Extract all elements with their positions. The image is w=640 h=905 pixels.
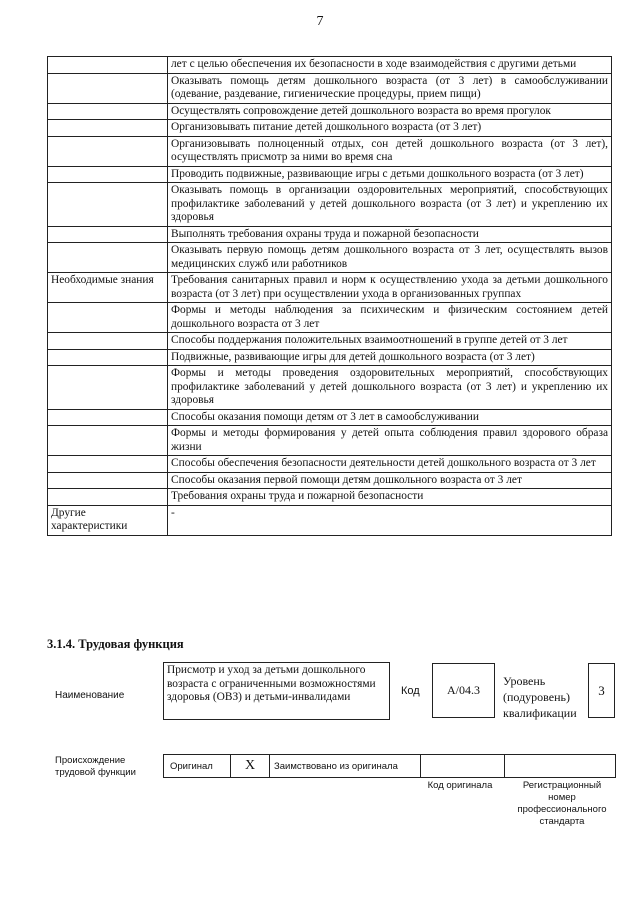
knowledge-row: Формы и методы наблюдения за психическим и физическим состоянием детей дошкольного возраста от 3 лет: [168, 303, 612, 333]
action-row: Оказывать помощь в организации оздоровительных мероприятий, способствующих профилактике заболеваний у детей дошкольного возраста (от 3 лет) и укреплению их здоровья: [168, 183, 612, 227]
code-label: Код: [401, 685, 420, 697]
code-box: [432, 663, 495, 718]
action-row: Осуществлять сопровождение детей дошкольного возраста во время прогулок: [168, 103, 612, 120]
knowledge-row: Требования санитарных правил и норм к осуществлению ухода за детьми дошкольного возраста (от 3 лет) при осуществлении ухода в организованных группах: [168, 273, 612, 303]
code-original-caption: Код оригинала: [427, 780, 493, 791]
knowledge-row: Способы оказания помощи детям от 3 лет в самообслуживании: [168, 409, 612, 426]
level-value: 3: [598, 682, 605, 698]
action-row: Проводить подвижные, развивающие игры с детьми дошкольного возраста (от 3 лет): [168, 166, 612, 183]
function-name: Присмотр и уход за детьми дошкольного возраста с ограниченными возможностями здоровья (ОВЗ) и детьми-инвалидами: [167, 664, 376, 703]
knowledge-row: Формы и методы проведения оздоровительных мероприятий, способствующих профилактике заболеваний у детей дошкольного возраста (от 3 лет) и укреплению их здоровья: [168, 366, 612, 410]
original-label: Оригинал: [170, 760, 213, 772]
original-mark-cell: [230, 754, 270, 778]
action-row: Выполнять требования охраны труда и пожарной безопасности: [168, 226, 612, 243]
level-label: Уровень (подуровень) квалификации: [503, 674, 577, 720]
action-row: Оказывать помощь детям дошкольного возраста (от 3 лет) в самообслуживании (одевание, раздевание, гигиенические процедуры, прием пищи): [168, 73, 612, 103]
registration-caption: Регистрационный номер профессионального стандарта: [517, 780, 607, 827]
function-name-box: [163, 662, 390, 720]
action-row: Оказывать первую помощь детям дошкольного возраста от 3 лет, осуществлять вызов медицинских служб или работников: [168, 243, 612, 273]
action-row: лет с целью обеспечения их безопасности в ходе взаимодействия с другими детьми: [168, 57, 612, 74]
knowledge-row: Требования охраны труда и пожарной безопасности: [168, 489, 612, 506]
original-mark: X: [244, 758, 256, 773]
other-characteristics-value: -: [168, 505, 612, 535]
knowledge-row: Способы оказания первой помощи детям дошкольного возраста от 3 лет: [168, 472, 612, 489]
action-row: Организовывать полноценный отдых, сон детей дошкольного возраста (от 3 лет), осуществлять присмотр за ними во время сна: [168, 136, 612, 166]
code-original-cell: [420, 754, 505, 778]
code-value: А/04.3: [447, 683, 480, 697]
origin-label: Происхождение трудовой функции: [55, 755, 136, 778]
knowledge-row: Подвижные, развивающие игры для детей дошкольного возраста (от 3 лет): [168, 349, 612, 366]
action-row: Организовывать питание детей дошкольного возраста (от 3 лет): [168, 120, 612, 137]
other-characteristics-label: Другие характеристики: [48, 505, 168, 535]
knowledge-row: Формы и методы формирования у детей опыта соблюдения правил здорового образа жизни: [168, 426, 612, 456]
borrowed-label: Заимствовано из оригинала: [274, 760, 398, 772]
actions-label-cell: [48, 57, 168, 74]
knowledge-row: Способы поддержания положительных взаимоотношений в группе детей от 3 лет: [168, 333, 612, 350]
requirements-table: [47, 56, 612, 536]
knowledge-row: Способы обеспечения безопасности деятельности детей дошкольного возраста от 3 лет: [168, 456, 612, 473]
name-label: Наименование: [55, 690, 125, 701]
borrowed-cell: [269, 754, 421, 778]
registration-number-cell: [504, 754, 616, 778]
page-number: 7: [316, 14, 324, 29]
level-box: [588, 663, 615, 718]
original-cell: [163, 754, 231, 778]
section-title: 3.1.4. Трудовая функция: [47, 637, 184, 651]
knowledge-label: Необходимые знания: [48, 273, 168, 303]
